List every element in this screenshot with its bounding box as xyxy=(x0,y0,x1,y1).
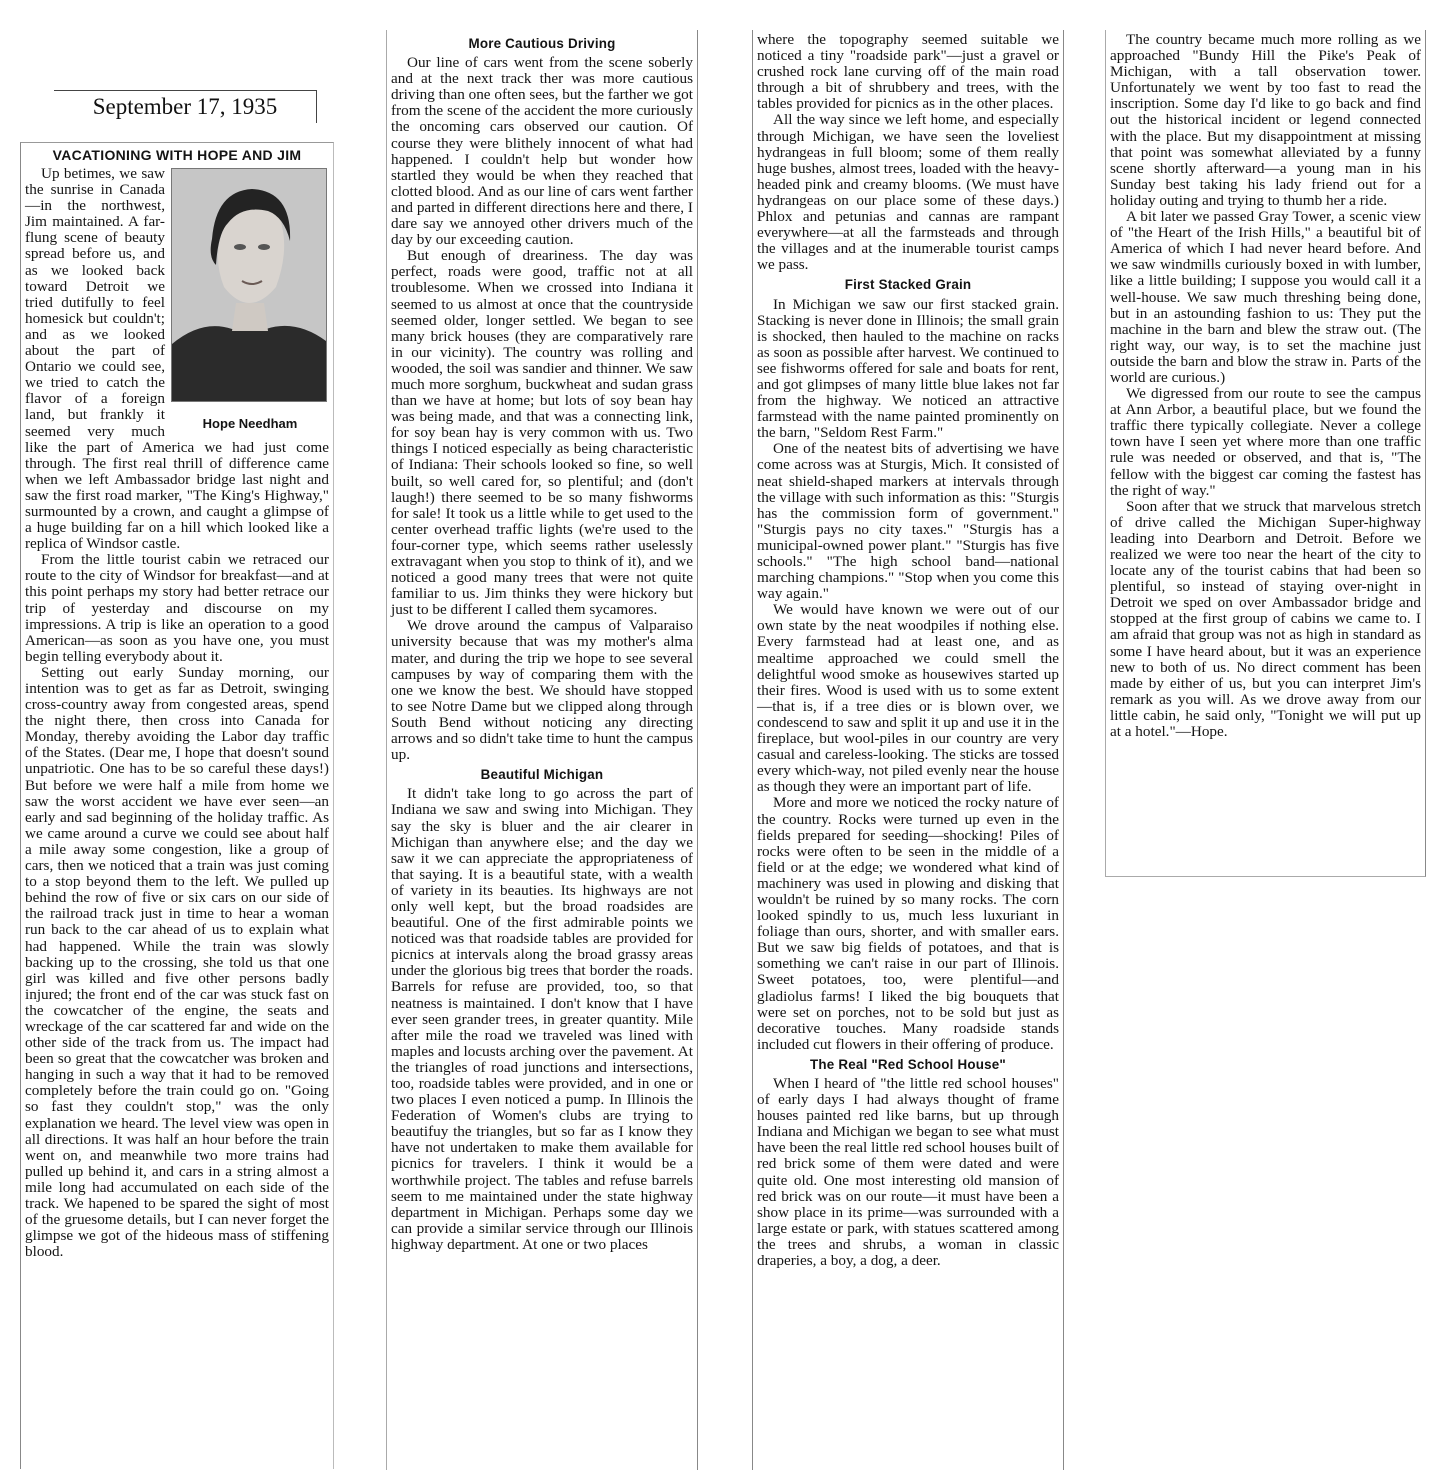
paragraph: More and more we noticed the rocky nature of the country. Rocks were turned up even in the fields prepared for seeding—shocking! Piles of rocks were often to be seen in the middle of a field or at the edge; we wondered what kind of machinery was used in plowing and disking that wouldn't be ruined by so many rocks. The corn looked spindly to us, much less luxuriant in foliage than ours, shorter, and with smaller ears. But we saw big fields of potatoes, and that is something we can't raise in our part of Illinois. Sweet potatoes, too, were plentiful—and gladiolus farms! I liked the big bouquets that were set on porches, not to be sold but just as decorative touches. Many roadside stands included cut flowers in their offering of produce. xyxy=(757,794,1059,1053)
paragraph: It didn't take long to go across the part of Indiana we saw and swing into Michigan. They say the sky is bluer and the air clearer in Michigan than anywhere else; and the day we saw it we can appreciate the appropriateness of that saying. It is a beautiful state, with a wealth of variety in its beauties. Its highways are not only well kept, but the broad roadsides are beautiful. One of the first admirable points we noticed was that roadside tables are provided for picnics at intervals along the broad grassy areas under the glorious big trees that border the roads. Barrels for refuse are provided, too, so that neatness is maintained. I don't know that I have ever seen grander trees, in greater quantity. Mile after mile the road we traveled was lined with maples and locusts arching over the pavement. At the triangles of road junctions and intersections, too, roadside tables were provided, and in one or two places I even noticed a pump. In Illinois the Federation of Women's clubs are trying to beautifuy the triangles, but so far as I know they have not undertaken to make them available for picnics for travelers. I think it would be a worthwhile project. The tables and refuse barrels seem to me maintained under the state highway department in Michigan. Perhaps some day we can provide a similar service through our Illinois highway department. At one or two places xyxy=(391,785,693,1253)
subheading: Beautiful Michigan xyxy=(480,767,604,783)
paragraph: We digressed from our route to see the campus at Ann Arbor, a beautiful place, but we found the traffic there typically collegiate. Never a college town have I seen yet where more than one traffic rule was needed or observed, and that is, "The fellow with the biggest car coming the fastest has the right of way." xyxy=(1110,385,1421,499)
article-column-2 xyxy=(386,30,698,1470)
photo-caption: Hope Needham xyxy=(202,416,298,431)
article-column-1 xyxy=(20,142,334,1469)
author-photo xyxy=(171,168,327,402)
subheading: The Real "Red School House" xyxy=(810,1056,1006,1072)
paragraph: Our line of cars went from the scene soberly and at the next track ther was more cautious driving than one often sees, but the farther we got from the scene of the accident the more curiously the oncoming cars observed our caution. Of course they were blithely innocent of what had happened. I couldn't help but wonder how startled they would be when they reached that clotted blood. And as our line of cars went farther and parted in different directions here and there, I dare say we annoyed other drivers much of the day by our exceeding caution. xyxy=(391,54,693,249)
paragraph: When I heard of "the little red school houses" of early days I had always thought of frame houses painted red like barns, but up through Indiana and Michigan we began to see what must have been the real little red school houses built of red brick some of them were dated and were quite old. One most interesting old mansion of red brick was on our route—it must have been a show place in its prime—was surrounded with a large estate or park, with statues scattered among the trees and shrubs, a woman in classic draperies, a boy, a dog, a deer. xyxy=(757,1075,1059,1270)
article-column-4 xyxy=(1105,30,1426,877)
date-label: September 17, 1935 xyxy=(54,90,317,123)
paragraph: Soon after that we struck that marvelous stretch of drive called the Michigan Super-highway leading into Dearborn and Detroit. Before we realized we were too near the heart of the city to locate any of the tourist cabins that had been so plentiful, so instead of staying over-night in Detroit we sped on over Ambassador bridge and stopped at the first group of cabins we came to. I am afraid that group was not as high in standard as some I have heard about, but it was an experience new to both of us. No direct comment has been made by either of us, but you can interpret Jim's remark as you will. As we drove away from our little cabin, he said only, "Tonight we will put up at a hotel."—Hope. xyxy=(1110,497,1421,741)
author-photo-block xyxy=(171,168,329,432)
paragraph: All the way since we left home, and especially through Michigan, we have seen the loveliest hydrangeas in full bloom; some of them really huge bushes, almost trees, loaded with the heavy-headed pink and creamy blooms. (We must have hydrangeas on our place some of these days.) Phlox and petunias and cannas are rampant everywhere—at all the farmsteads and through the villages and at the inumerable tourist camps we pass. xyxy=(757,111,1059,274)
paragraph: One of the neatest bits of advertising we have come across was at Sturgis, Mich. It consisted of neat shield-shaped markers at intervals through the village with such information as this: "Sturgis has the commission form of government." "Sturgis pays no city taxes." "Sturgis has a municipal-owned power plant." "Sturgis has five schools." "The high school band—national marching champions." "Stop when you come this way again." xyxy=(757,440,1059,603)
paragraph: We would have known we were out of our own state by the neat woodpiles if nothing else. Every farmstead had at least one, and as mealtime approached we could smell the delightful wood smoke as housewives started up their fires. Wood is used with us to some extent—that is, if a tree dies or is blown over, we condescend to saw and split it up and use it in the fireplace, but wool-piles in our country are very casual and careless-looking. The sticks are tossed every which-way, not piled evenly near the house as though they were an important part of life. xyxy=(757,601,1059,796)
paragraph: But enough of dreariness. The day was perfect, roads were good, traffic not at all troublesome. When we crossed into Indiana it seemed to us almost at once that the countryside seemed older, longer settled. We began to see many brick houses (they are comparatively rare in our vicinity). The country was rolling and wooded, the soil was sandier and thinner. We saw much more sorghum, buckwheat and sudan grass than we have at home; but lots of soy bean hay was being made, and that was a connecting link, for soy bean hay is very common with us. Two things I noticed especially as being characteristic of Indiana: Their schools looked so fine, so well built, so well cared for, so plentiful; and (don't laugh!) there seemed to be so many fishworms for sale! It took us a little while to get used to the center overhead traffic lights (we're used to the four-corner type, which seems rather uselessly extravagant when you stop to think of it), and we noticed a good many trees that were not quite familiar to us. Jim thinks they were hickory but just to be different I called them sycamores. xyxy=(391,247,693,619)
subheading: More Cautious Driving xyxy=(468,36,616,51)
paragraph: Setting out early Sunday morning, our intention was to get as far as Detroit, swinging cross-country away from congested areas, spend the night there, then cross into Canada for Monday, thereby avoiding the Labor day traffic of the States. (Dear me, I hope that doesn't sound unpatriotic. One has to be so careful these days!) But before we were half a mile from home we saw the worst accident we have ever seen—an early and sad beginning of the holiday traffic. As we came around a curve we could see about half a mile away some congestion, like a group of cars, then we noticed that a train was just coming to a stop beyond them to the left. We pulled up behind the row of five or six cars on our side of the railroad track just in time to hear a woman run back to the car ahead of us to explain what had happened. While the train was slowly backing up to the crossing, she told us that one girl was killed and five other persons badly injured; the front end of the car was stuck fast on the cowcatcher of the engine, the seats and wreckage of the car scattered far and wide on the other side of the track from us. The impact had been so great that the cowcatcher was broken and hanging in such a way that it had to be removed completely before the train could go on. "Going so fast they couldn't stop," was the only explanation we heard. The level view was open in all directions. It was half an hour before the train went on, and meanwhile two more trains had pulled up behind it, and cars in a string almost a mile long had accumulated on each side of the track. We hapened to be spared the sight of most of the gruesome details, but I can never forget the glimpse we got of the hideous mass of stiffening blood. xyxy=(25,663,329,1261)
paragraph: where the topography seemed suitable we noticed a tiny "roadside park"—just a gravel or crushed rock lane curving off of the main road through a bit of shrubbery and trees, with the tables provided for picnics as in the other places. xyxy=(757,31,1059,113)
headline: VACATIONING WITH HOPE AND JIM xyxy=(52,147,302,163)
portrait-image xyxy=(172,169,326,401)
paragraph: The country became much more rolling as we approached "Bundy Hill the Pike's Peak of Michigan, with a tall observation tower. Unfortunately we went by too fast to read the inscription. Some day I'd like to go back and find out the historical incident or legend connected with the place. But my disappointment at missing that point was somewhat alleviated by a funny scene shortly afterward—a young man in his Sunday best taking his lady friend out for a holiday outing and trying to thumb her a ride. xyxy=(1110,31,1421,209)
paragraph: From the little tourist cabin we retraced our route to the city of Windsor for breakfast—and at this point perhaps my story had better retrace our trip of yesterday and discourse on my impressions. A trip is like an operation to a good American—as soon as you have one, you must begin telling everybody about it. xyxy=(25,551,329,665)
paragraph: A bit later we passed Gray Tower, a scenic view of "the Heart of the Irish Hills," a beautiful bit of America of which I had never heard before. And we saw windmills curiously boxed in with lumber, like a little building; I suppose you would call it a well-house. We saw much threshing being done, but in an astounding fashion to us: They put the machine in the barn and blew the straw out. (The right way, our way, is to set the machine just outside the barn and blow the straw in. Parts of the world are curious.) xyxy=(1110,208,1421,386)
paragraph: In Michigan we saw our first stacked grain. Stacking is never done in Illinois; the small grain is shocked, then hauled to the machine on racks as soon as possible after harvest. We continued to see fishworms offered for sale and boats for rent, and got glimpses of many little blue lakes not far from the highway. We noticed an attractive farmstead with the name painted prominently on the barn, "Seldom Rest Farm." xyxy=(757,295,1059,442)
paragraph: We drove around the campus of Valparaiso university because that was my mother's alma mater, and during the trip we hope to see several campuses by way of comparing them with the one we know the best. We should have stopped to see Notre Dame but we clipped along through South Bend without noticing any directing arrows and so didn't take time to hunt the campus up. xyxy=(391,617,693,764)
subheading: First Stacked Grain xyxy=(844,277,972,293)
paragraph: Up betimes, we saw the sunrise in Canada—in the northwest, Jim maintained. A far-flung scene of beauty spread before us, and as we looked back toward Detroit we tried dutifully to feel homesick but couldn't; and as we looked about the part of Ontario we could see, we tried to catch the flavor of a foreign land, but frankly it seemed very much like the part of America we had just come through. The first real thrill of difference came when we left Ambassador bridge last night and saw the first road marker, "The King's Highway," surmounted by a crown, and caught a glimpse of a huge building far on a hill which looked like a replica of Windsor castle. xyxy=(25,165,329,553)
article-column-3 xyxy=(752,30,1064,1470)
